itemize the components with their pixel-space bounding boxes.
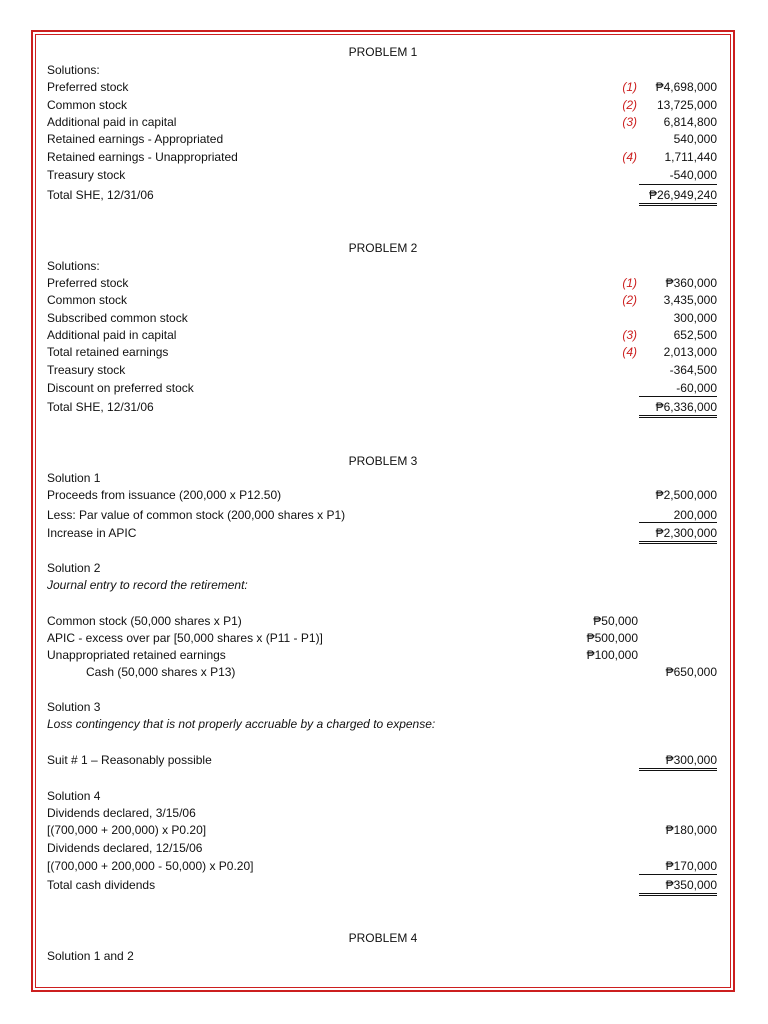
solution2-heading: Solution 2: [47, 561, 101, 575]
subtotal-rule: [639, 396, 717, 397]
total-double-rule: [639, 541, 717, 544]
subtotal-rule: [639, 522, 717, 523]
journal-debit-row: Common stock (50,000 shares x P1) ₱50,000: [47, 614, 638, 628]
solution1-total: Increase in APIC ₱2,300,000: [47, 526, 717, 540]
solution4-row: Dividends declared, 12/15/06: [47, 841, 203, 855]
problem1-total: Total SHE, 12/31/06 ₱26,949,240: [47, 188, 717, 202]
problem2-row: Subscribed common stock 300,000: [47, 311, 717, 325]
problem2-row: Preferred stock (1) ₱360,000: [47, 276, 717, 290]
solution4-row: [(700,000 + 200,000 - 50,000) x P0.20] ₱170,000: [47, 859, 717, 873]
problem1-row: Treasury stock -540,000: [47, 168, 717, 182]
problem1-row: Retained earnings - Appropriated 540,000: [47, 132, 717, 146]
problem2-heading: Solutions:: [47, 259, 100, 273]
problem2-row: Total retained earnings (4) 2,013,000: [47, 345, 717, 359]
problem2-row: Common stock (2) 3,435,000: [47, 293, 717, 307]
solution1-row: Proceeds from issuance (200,000 x P12.50) ₱2,500,000: [47, 488, 717, 502]
problem1-row: Common stock (2) 13,725,000: [47, 98, 717, 112]
problem2-row: Discount on preferred stock -60,000: [47, 381, 717, 395]
problem4-heading: Solution 1 and 2: [47, 949, 134, 963]
problem2-title: PROBLEM 2: [348, 241, 418, 255]
problem3-title: PROBLEM 3: [348, 454, 418, 468]
total-double-rule: [639, 893, 717, 896]
problem2-row: Additional paid in capital (3) 652,500: [47, 328, 717, 342]
solution3-row: Suit # 1 – Reasonably possible ₱300,000: [47, 753, 717, 767]
problem4-title: PROBLEM 4: [348, 931, 418, 945]
problem1-row: Preferred stock (1) ₱4,698,000: [47, 80, 717, 94]
solution4-heading: Solution 4: [47, 789, 101, 803]
solution3-note: Loss contingency that is not properly accruable by a charged to expense:: [47, 717, 436, 731]
total-double-rule: [639, 203, 717, 206]
journal-debit-row: APIC - excess over par [50,000 shares x (P11 - P1)] ₱500,000: [47, 631, 638, 645]
solution1-heading: Solution 1: [47, 471, 101, 485]
solution4-row: Dividends declared, 3/15/06: [47, 806, 196, 820]
journal-credit-row: Cash (50,000 shares x P13) ₱650,000: [86, 665, 717, 679]
subtotal-rule: [639, 184, 717, 185]
solution2-note: Journal entry to record the retirement:: [47, 578, 248, 592]
subtotal-rule: [639, 874, 717, 875]
journal-debit-row: Unappropriated retained earnings ₱100,000: [47, 648, 638, 662]
problem1-row: Additional paid in capital (3) 6,814,800: [47, 115, 717, 129]
problem2-row: Treasury stock -364,500: [47, 363, 717, 377]
solution1-row: Less: Par value of common stock (200,000 shares x P1) 200,000: [47, 508, 717, 522]
problem1-title: PROBLEM 1: [348, 45, 418, 59]
solution4-row: [(700,000 + 200,000) x P0.20] ₱180,000: [47, 823, 717, 837]
solution4-total: Total cash dividends ₱350,000: [47, 878, 717, 892]
problem2-total: Total SHE, 12/31/06 ₱6,336,000: [47, 400, 717, 414]
total-double-rule: [639, 768, 717, 771]
total-double-rule: [639, 415, 717, 418]
problem1-row: Retained earnings - Unappropriated (4) 1,711,440: [47, 150, 717, 164]
solution3-heading: Solution 3: [47, 700, 101, 714]
problem1-heading: Solutions:: [47, 63, 100, 77]
